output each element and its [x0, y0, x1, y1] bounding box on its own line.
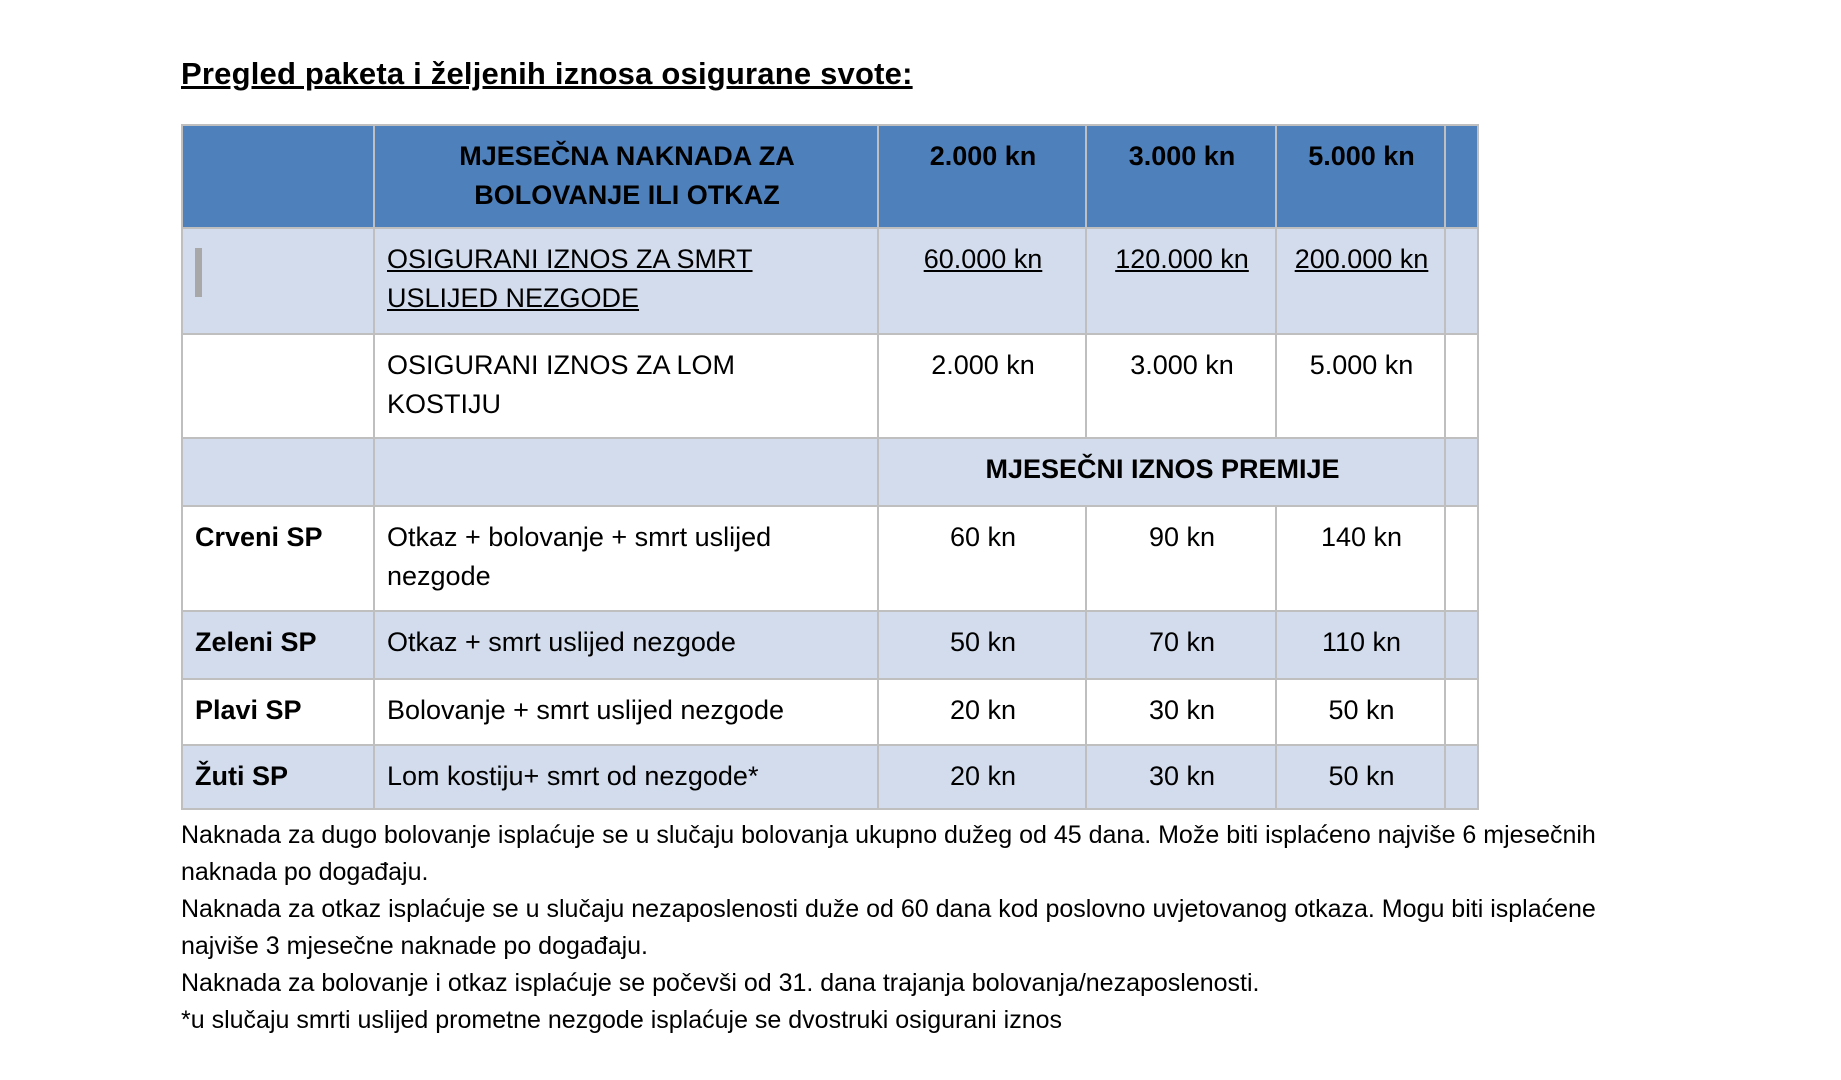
header-amount-3000: 3.000 kn [1086, 125, 1276, 228]
package-row-crveni [182, 506, 1478, 611]
package-zeleni-spacer-cell [1445, 611, 1478, 679]
footnotes-block [181, 817, 1741, 1039]
fracture-sum-value-1: 2.000 kn [878, 334, 1086, 438]
table-header-row [182, 125, 1478, 228]
package-row-plavi [182, 679, 1478, 745]
package-zuti-price-3: 50 kn [1276, 745, 1445, 809]
package-zeleni-price-1: 50 kn [878, 611, 1086, 679]
footnote-termination: Naknada za otkaz isplaćuje se u slučaju nezaposlenosti duže od 60 dana kod poslovno uvjetovanog otkaza. Mogu biti isplaćene najviše 3 mjesečne naknade po događaju. [181, 895, 1596, 960]
package-zuti-price-2: 30 kn [1086, 745, 1276, 809]
document-body [181, 56, 1741, 1039]
cell-selection-artifact [195, 248, 202, 297]
package-description-plavi: Bolovanje + smrt uslijed nezgode [374, 679, 878, 745]
footnote-start-day: Naknada za bolovanje i otkaz isplaćuje se počevši od 31. dana trajanja bolovanja/nezaposlenosti. [181, 969, 1260, 997]
package-row-zuti [182, 745, 1478, 809]
death-sum-empty-cell [182, 228, 374, 334]
fracture-sum-row [182, 334, 1478, 438]
death-sum-value-3: 200.000 kn [1276, 228, 1445, 334]
fracture-sum-empty-cell [182, 334, 374, 438]
fracture-sum-label: OSIGURANI IZNOS ZA LOM KOSTIJU [374, 334, 878, 438]
packages-table-wrapper [181, 124, 1481, 810]
package-plavi-price-1: 20 kn [878, 679, 1086, 745]
package-zeleni-price-3: 110 kn [1276, 611, 1445, 679]
package-name-crveni: Crveni SP [182, 506, 374, 611]
package-row-zeleni [182, 611, 1478, 679]
footnote-long-sick-leave: Naknada za dugo bolovanje isplaćuje se u slučaju bolovanja ukupno dužeg od 45 dana. Može biti isplaćeno najviše 6 mjesečnih naknada po događaju. [181, 821, 1596, 886]
header-spacer-cell [1445, 125, 1478, 228]
header-empty-cell [182, 125, 374, 228]
header-amount-5000: 5.000 kn [1276, 125, 1445, 228]
header-criteria-cell: MJESEČNA NAKNADA ZA BOLOVANJE ILI OTKAZ [374, 125, 878, 228]
package-plavi-price-2: 30 kn [1086, 679, 1276, 745]
header-amount-2000: 2.000 kn [878, 125, 1086, 228]
premium-header-row [182, 438, 1478, 506]
death-sum-value-1: 60.000 kn [878, 228, 1086, 334]
package-crveni-price-3: 140 kn [1276, 506, 1445, 611]
packages-table [181, 124, 1479, 810]
death-sum-row [182, 228, 1478, 334]
package-zeleni-price-2: 70 kn [1086, 611, 1276, 679]
package-name-zeleni: Zeleni SP [182, 611, 374, 679]
package-crveni-spacer-cell [1445, 506, 1478, 611]
fracture-sum-value-3: 5.000 kn [1276, 334, 1445, 438]
premium-header-label: MJESEČNI IZNOS PREMIJE [878, 438, 1445, 506]
death-sum-spacer-cell [1445, 228, 1478, 334]
package-crveni-price-1: 60 kn [878, 506, 1086, 611]
package-description-zuti: Lom kostiju+ smrt od nezgode* [374, 745, 878, 809]
package-crveni-price-2: 90 kn [1086, 506, 1276, 611]
premium-empty-cell-2 [374, 438, 878, 506]
page-title: Pregled paketa i željenih iznosa osigurane svote: [181, 56, 913, 91]
premium-spacer-cell [1445, 438, 1478, 506]
package-plavi-price-3: 50 kn [1276, 679, 1445, 745]
fracture-sum-value-2: 3.000 kn [1086, 334, 1276, 438]
package-name-zuti: Žuti SP [182, 745, 374, 809]
package-name-plavi: Plavi SP [182, 679, 374, 745]
death-sum-label: OSIGURANI IZNOS ZA SMRT USLIJED NEZGODE [374, 228, 878, 334]
package-description-zeleni: Otkaz + smrt uslijed nezgode [374, 611, 878, 679]
footnote-traffic-accident: *u slučaju smrti uslijed prometne nezgode isplaćuje se dvostruki osigurani iznos [181, 1006, 1063, 1034]
package-zuti-price-1: 20 kn [878, 745, 1086, 809]
death-sum-value-2: 120.000 kn [1086, 228, 1276, 334]
package-plavi-spacer-cell [1445, 679, 1478, 745]
package-zuti-spacer-cell [1445, 745, 1478, 809]
fracture-sum-spacer-cell [1445, 334, 1478, 438]
premium-empty-cell-1 [182, 438, 374, 506]
package-description-crveni: Otkaz + bolovanje + smrt uslijed nezgode [374, 506, 878, 611]
